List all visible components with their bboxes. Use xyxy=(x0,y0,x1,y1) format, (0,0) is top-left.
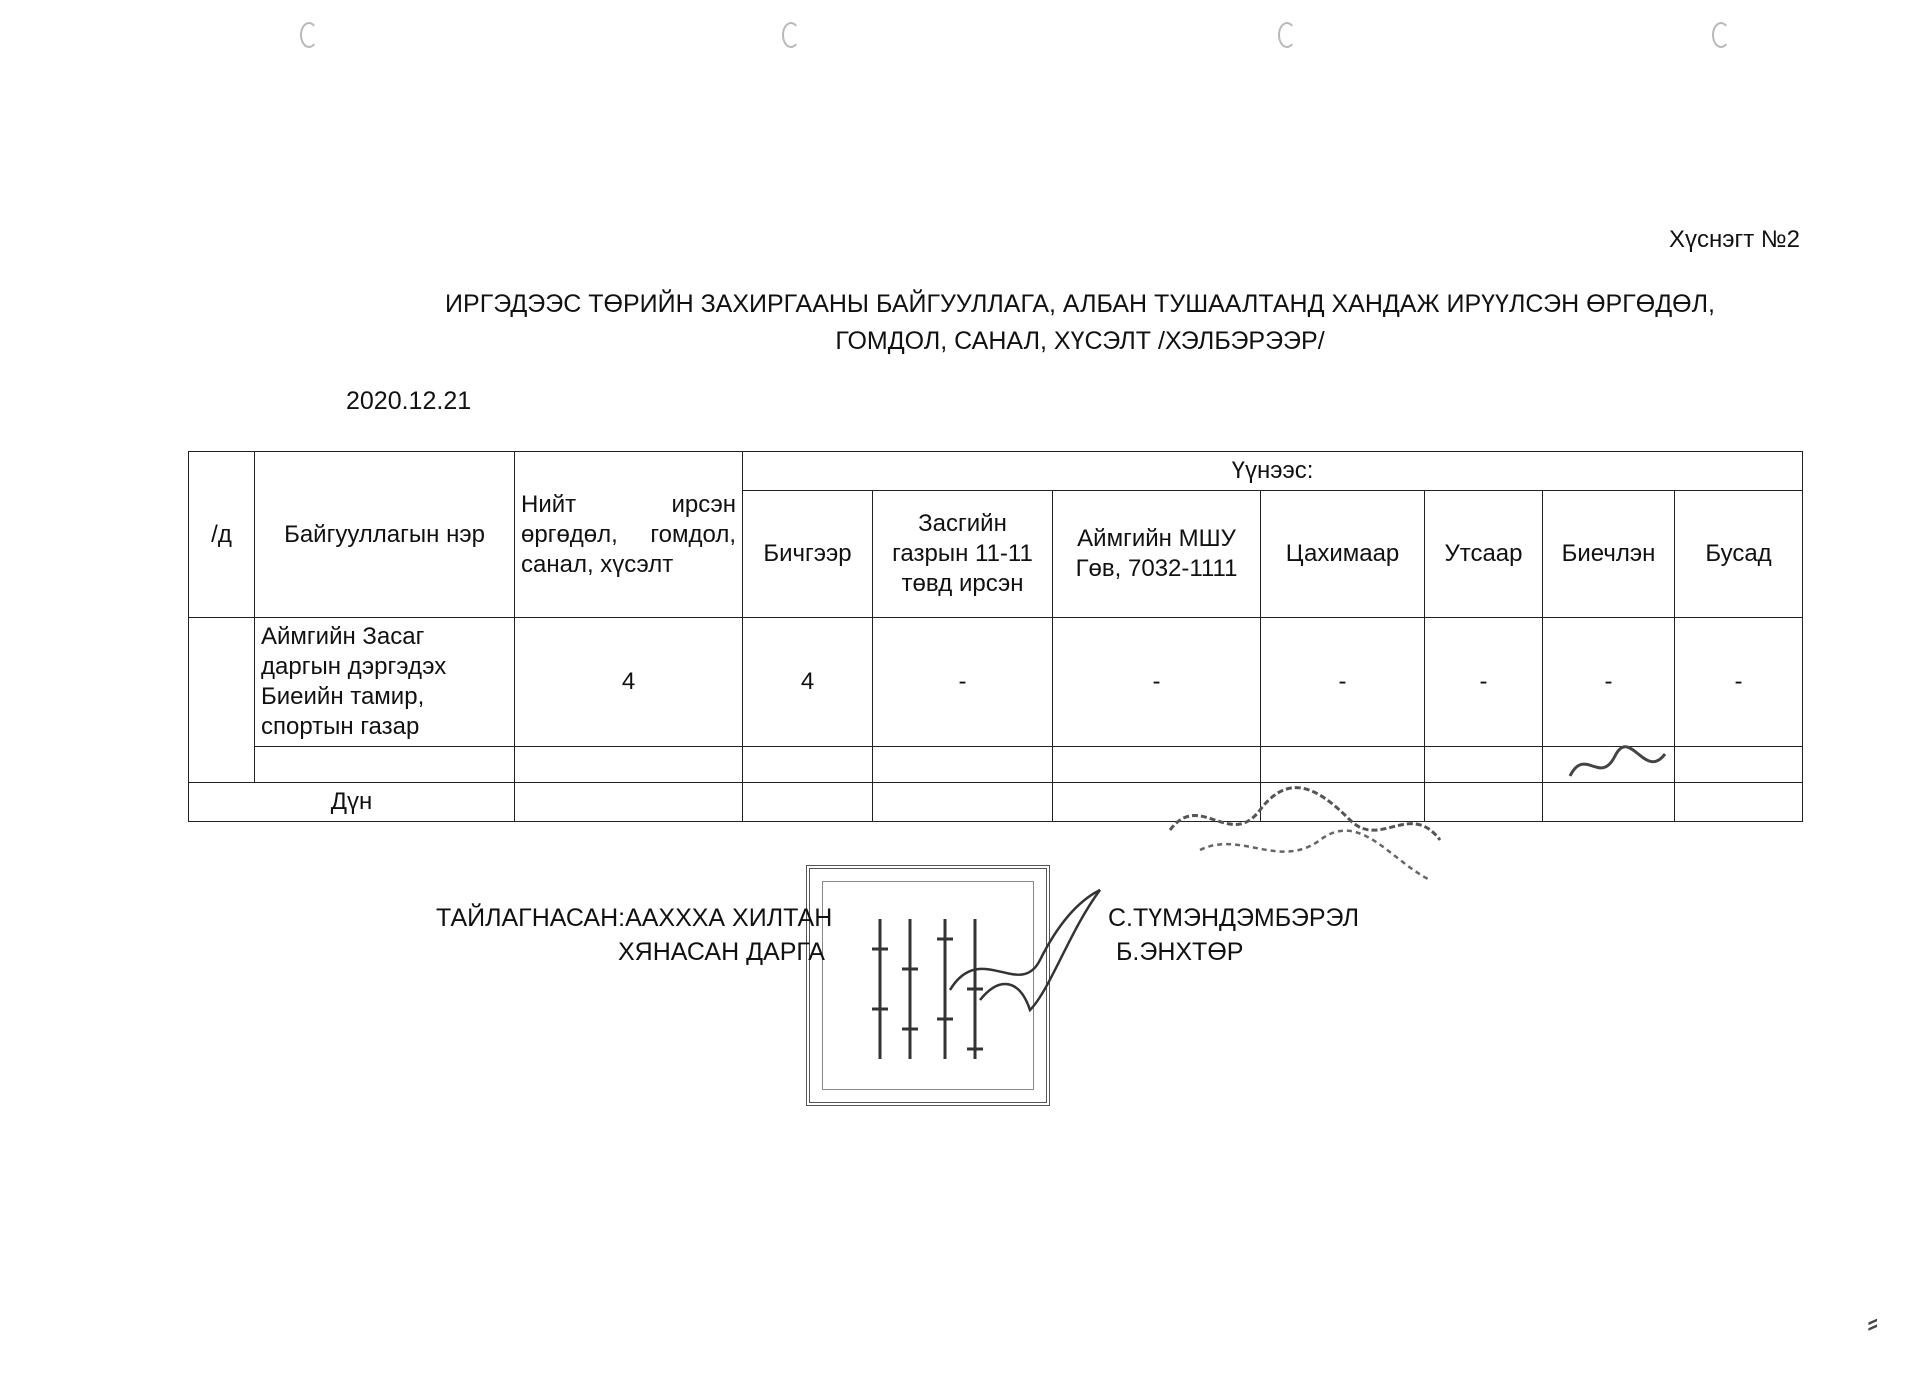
total-label: Дүн xyxy=(189,783,515,822)
title-line-2: ГОМДОЛ, САНАЛ, ХҮСЭЛТ /ХЭЛБЭРЭЭР/ xyxy=(835,327,1325,355)
total-row xyxy=(189,783,1803,822)
empty-cell xyxy=(873,747,1053,783)
report-date: 2020.12.21 xyxy=(346,387,472,415)
header-col-other: Бусад xyxy=(1675,491,1803,618)
header-col-in-person: Биечлэн xyxy=(1543,491,1675,618)
handwritten-signature xyxy=(940,880,1120,1030)
header-col-electronic: Цахимаар xyxy=(1261,491,1425,618)
punch-hole-mark xyxy=(782,22,800,48)
annex-label: Хүснэгт №2 xyxy=(1668,226,1800,253)
empty-cell xyxy=(743,747,873,783)
row-government-11-11: - xyxy=(873,618,1053,747)
header-col-government-11-11: Засгийн газрын 11-11 төвд ирсэн xyxy=(873,491,1053,618)
row-other: - xyxy=(1675,618,1803,747)
prepared-by-label: ТАЙЛАГНАСАН:ААХХХА ХИЛТАН xyxy=(436,904,833,932)
row-organization: Аймгийн Засаг даргын дэргэдэх Биеийн тамир, спортын газар xyxy=(255,618,515,747)
empty-cell xyxy=(873,783,1053,822)
corner-tick-mark: ⸗ xyxy=(1867,1304,1878,1340)
header-group-of-which: Үүнээс: xyxy=(743,452,1803,491)
punch-hole-mark xyxy=(1712,22,1730,48)
report-table xyxy=(188,451,1803,822)
header-col-phone: Утсаар xyxy=(1425,491,1543,618)
empty-cell xyxy=(1675,783,1803,822)
row-aimag-hotline: - xyxy=(1053,618,1261,747)
header-number: /д xyxy=(189,452,255,618)
table-row xyxy=(189,618,1803,747)
empty-cell xyxy=(743,783,873,822)
header-col-aimag-hotline: Аймгийн МШУ Гөв, 7032-1111 xyxy=(1053,491,1261,618)
table-row-empty xyxy=(189,747,1803,783)
reviewed-by-label: ХЯНАСАН ДАРГА xyxy=(618,938,825,966)
empty-cell xyxy=(1675,747,1803,783)
header-total: Нийт ирсэн өргөдөл, гомдол, санал, хүсэлт xyxy=(515,452,743,618)
row-number xyxy=(189,618,255,783)
prepared-by-name: С.ТҮМЭНДЭМБЭРЭЛ xyxy=(1108,904,1360,932)
punch-hole-mark xyxy=(1278,22,1296,48)
empty-cell xyxy=(515,783,743,822)
title-line-1: ИРГЭДЭЭС ТӨРИЙН ЗАХИРГААНЫ БАЙГУУЛЛАГА, АЛБАН ТУШААЛТАНД ХАНДАЖ ИРҮҮЛСЭН ӨРГӨДӨЛ, xyxy=(445,290,1715,318)
row-phone: - xyxy=(1425,618,1543,747)
row-in-person: - xyxy=(1543,618,1675,747)
row-total: 4 xyxy=(515,618,743,747)
document-title xyxy=(360,286,1800,360)
ink-scribble-mark xyxy=(1565,736,1675,796)
reviewed-by-name: Б.ЭНХТӨР xyxy=(1116,938,1244,966)
header-col-written: Бичгээр xyxy=(743,491,873,618)
empty-cell xyxy=(515,747,743,783)
header-organization: Байгууллагын нэр xyxy=(255,452,515,618)
row-written: 4 xyxy=(743,618,873,747)
ink-scribble-mark xyxy=(1160,730,1460,900)
punch-hole-mark xyxy=(300,22,318,48)
empty-cell xyxy=(255,747,515,783)
row-electronic: - xyxy=(1261,618,1425,747)
